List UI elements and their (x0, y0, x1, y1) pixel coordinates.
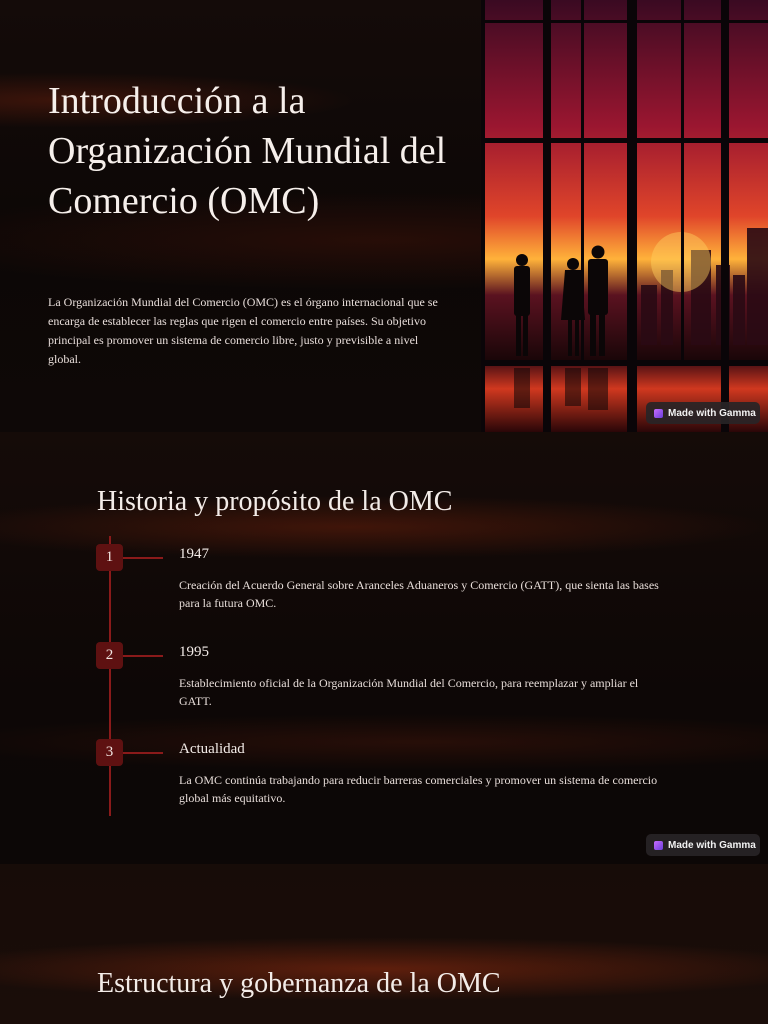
timeline-description: Creación del Acuerdo General sobre Aranceles Aduaneros y Comercio (GATT), que sienta las bases para la futura OMC. (179, 578, 659, 610)
gamma-logo-icon (654, 409, 663, 418)
timeline-connector (123, 752, 163, 754)
intro-paragraph: La Organización Mundial del Comercio (OMC) es el órgano internacional que se encarga de establecer las reglas que rigen el comercio entre países. Su objetivo principal es promover un sistema de comercio libre, justo y previsible a nivel global. (48, 295, 438, 366)
badge-label: Made with Gamma (668, 839, 756, 851)
made-with-gamma-badge[interactable] (646, 834, 760, 856)
badge-label: Made with Gamma (668, 407, 756, 419)
timeline-description: La OMC continúa trabajando para reducir barreras comerciales y promover un sistema de comercio global más equitativo. (179, 773, 658, 805)
timeline-number: 1 (96, 544, 123, 571)
timeline-item (96, 642, 696, 732)
timeline-number: 2 (96, 642, 123, 669)
page-title: Introducción a la Organización Mundial del Comercio (OMC) (48, 80, 447, 222)
section-title-history: Historia y propósito de la OMC (97, 486, 453, 517)
timeline-item (96, 739, 696, 829)
timeline-connector (123, 557, 163, 559)
timeline-item (96, 544, 696, 634)
slide-introduction (0, 0, 768, 432)
slide-history (0, 432, 768, 864)
section-title-structure: Estructura y gobernanza de la OMC (97, 968, 501, 999)
slide-structure (0, 864, 768, 1024)
timeline-connector (123, 655, 163, 657)
timeline-year: Actualidad (179, 741, 245, 757)
timeline-year: 1947 (179, 546, 209, 562)
gamma-logo-icon (654, 841, 663, 850)
timeline-number: 3 (96, 739, 123, 766)
made-with-gamma-badge[interactable] (646, 402, 760, 424)
office-sunset-photo (481, 0, 768, 432)
timeline-description: Establecimiento oficial de la Organización Mundial del Comercio, para reemplazar y ampliar el GATT. (179, 676, 639, 708)
timeline-year: 1995 (179, 644, 209, 660)
